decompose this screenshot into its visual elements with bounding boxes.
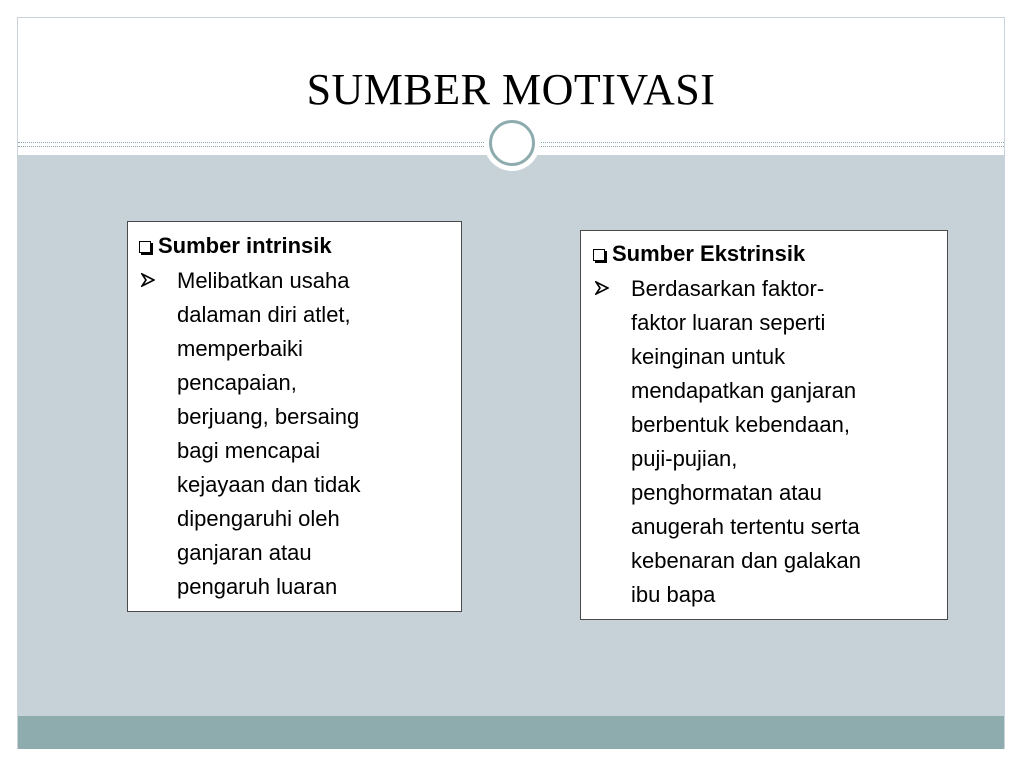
extrinsic-description: Berdasarkan faktor- faktor luaran seperti keinginan untuk mendapatkan ganjaran berbentuk kebendaan, puji-pujian, penghormatan atau anugerah tertentu serta kebenaran dan galakan ibu bapa xyxy=(631,276,861,607)
extrinsic-heading-label: Sumber Ekstrinsik xyxy=(612,241,806,266)
arrow-bullet-icon xyxy=(595,281,609,295)
extrinsic-bullet xyxy=(593,272,937,612)
intrinsic-description: Melibatkan usaha dalaman diri atlet, memperbaiki pencapaian, berjuang, bersaing bagi mencapai kejayaan dan tidak dipengaruhi oleh ganjaran atau pengaruh luaran xyxy=(177,268,361,599)
circle-ring xyxy=(489,120,535,166)
slide-title: SUMBER MOTIVASI xyxy=(306,65,716,114)
arrow-bullet-icon xyxy=(141,273,155,287)
intrinsic-source-box xyxy=(127,221,462,612)
intrinsic-heading-label: Sumber intrinsik xyxy=(158,233,332,258)
extrinsic-source-box xyxy=(580,230,948,620)
extrinsic-heading xyxy=(593,240,937,268)
bottom-accent-band xyxy=(18,716,1004,749)
circle-emblem-icon xyxy=(484,115,540,171)
square-bullet-icon xyxy=(139,241,151,253)
square-bullet-icon xyxy=(593,249,605,261)
intrinsic-bullet xyxy=(139,264,451,604)
intrinsic-heading xyxy=(139,232,451,260)
